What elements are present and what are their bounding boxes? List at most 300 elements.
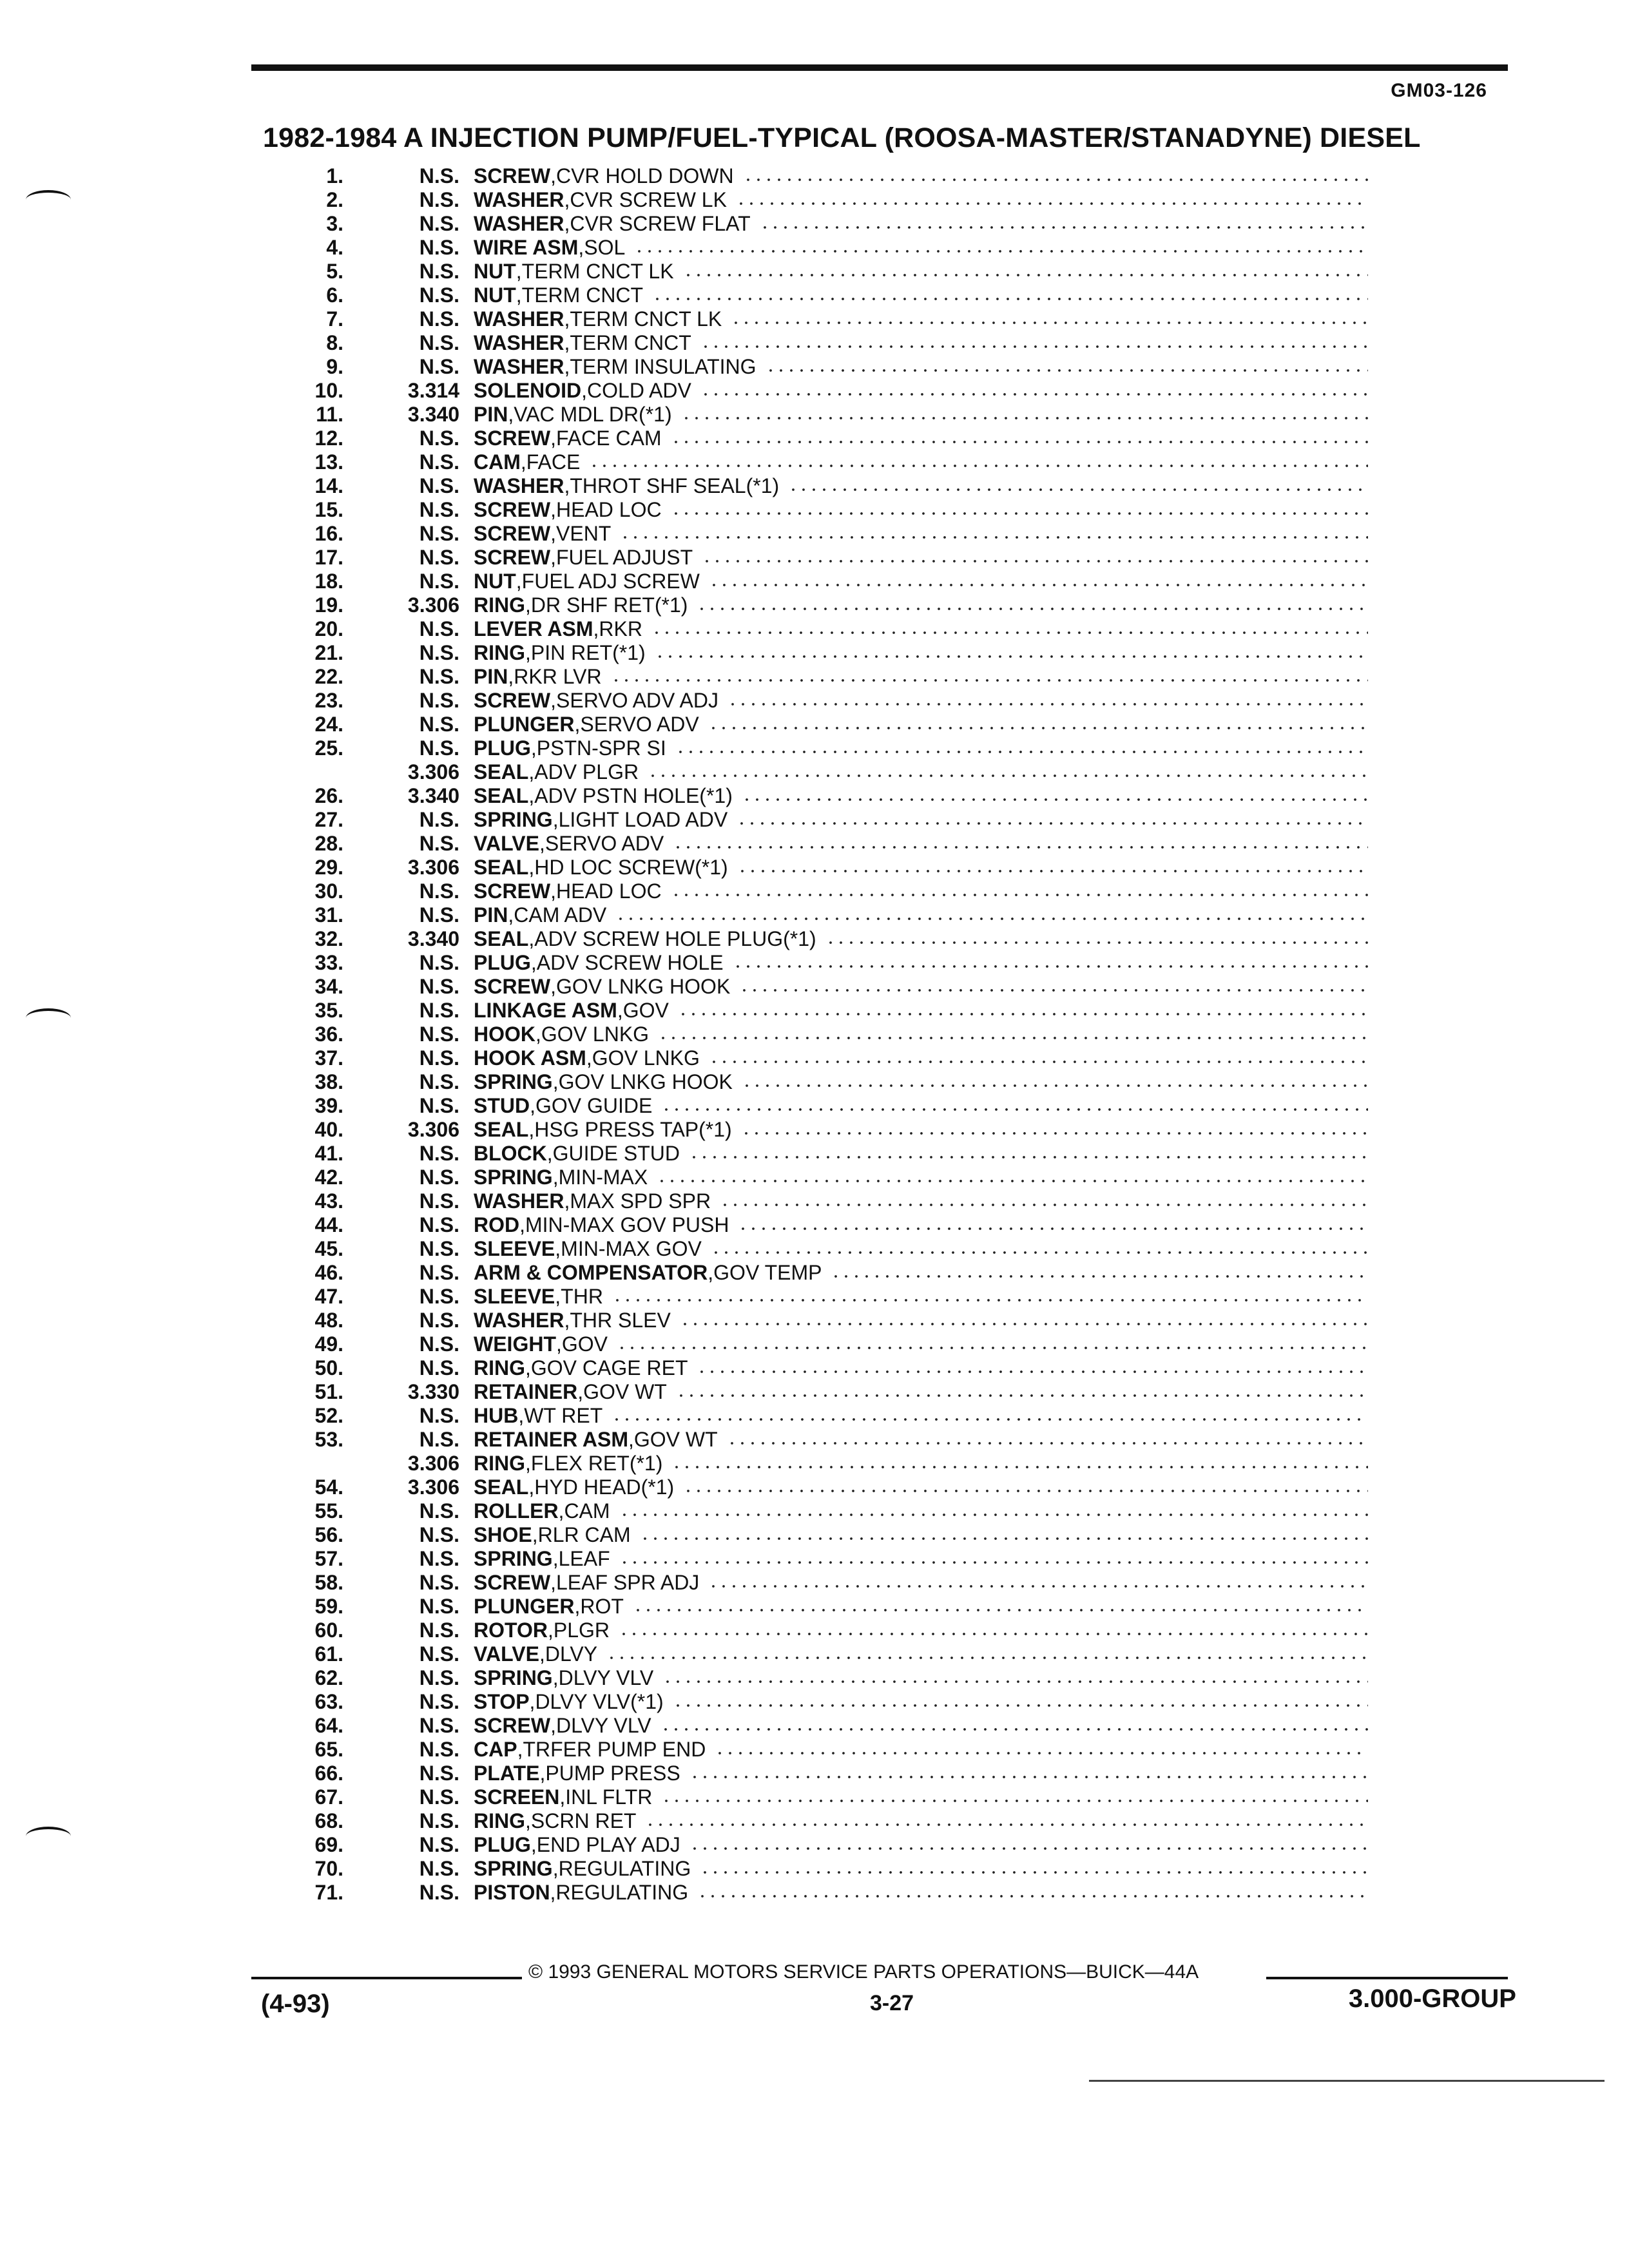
part-description: ,SERVO ADV ADJ	[550, 689, 718, 712]
dot-leader	[611, 679, 1368, 682]
part-description: ,GOV LNKG	[535, 1023, 650, 1046]
part-noun: ARM & COMPENSATOR	[474, 1261, 708, 1284]
part-noun: SPRING	[474, 808, 553, 831]
group-number: N.S.	[419, 665, 459, 688]
item-number: 69.	[314, 1833, 343, 1856]
part-name	[474, 927, 1368, 951]
part-description: ,MIN-MAX GOV	[555, 1237, 702, 1260]
group-number: N.S.	[419, 1166, 459, 1189]
item-number: 36.	[314, 1023, 343, 1046]
dot-leader	[589, 465, 1368, 467]
item-number: 10.	[314, 379, 343, 402]
part-name	[474, 1547, 1368, 1571]
part-name	[474, 1499, 1368, 1523]
item-number: 40.	[314, 1118, 343, 1141]
part-noun: SCREW	[474, 1714, 551, 1737]
item-number: 25.	[314, 736, 343, 760]
part-description: ,GOV WT	[577, 1380, 667, 1403]
dot-leader	[612, 1418, 1368, 1421]
part-name	[474, 951, 1368, 975]
part-row	[0, 1166, 1629, 1189]
part-noun: SCREW	[474, 498, 551, 521]
part-noun: NUT	[474, 570, 516, 593]
part-noun: NUT	[474, 260, 516, 283]
part-description: ,FACE	[520, 450, 581, 474]
group-number: N.S.	[419, 522, 459, 545]
part-description: ,HSG PRESS TAP(*1)	[528, 1118, 732, 1141]
part-noun: LEVER ASM	[474, 617, 593, 640]
part-noun: SOLENOID	[474, 379, 582, 402]
item-number: 68.	[314, 1809, 343, 1832]
part-name	[474, 1762, 1368, 1785]
group-number: N.S.	[419, 1404, 459, 1427]
part-name	[474, 999, 1368, 1023]
part-row	[0, 1642, 1629, 1666]
part-row	[0, 450, 1629, 474]
part-name	[474, 403, 1368, 427]
part-noun: SCREW	[474, 879, 551, 903]
part-row	[0, 975, 1629, 999]
item-number: 66.	[314, 1762, 343, 1785]
part-description: ,CVR HOLD DOWN	[550, 164, 734, 187]
part-noun: WASHER	[474, 1189, 564, 1213]
part-name	[474, 522, 1368, 546]
part-row	[0, 1523, 1629, 1547]
group-number: N.S.	[419, 1261, 459, 1284]
dot-leader	[760, 226, 1368, 229]
part-row	[0, 856, 1629, 879]
group-number: N.S.	[419, 832, 459, 855]
group-number: N.S.	[419, 1285, 459, 1308]
part-name	[474, 570, 1368, 593]
item-number: 20.	[314, 617, 343, 640]
group-number: 3.340	[407, 784, 459, 807]
part-description: ,SERVO ADV	[539, 832, 664, 855]
item-number: 39.	[314, 1094, 343, 1117]
part-description: ,VENT	[550, 522, 612, 545]
item-number: 52.	[314, 1404, 343, 1427]
part-row	[0, 736, 1629, 760]
group-number: N.S.	[419, 1356, 459, 1379]
part-description: ,GOV WT	[628, 1428, 718, 1451]
group-number: N.S.	[419, 1213, 459, 1236]
group-number: 3.314	[407, 379, 459, 402]
part-row	[0, 498, 1629, 522]
part-description: ,TERM CNCT	[564, 331, 691, 354]
group-number: N.S.	[419, 1237, 459, 1260]
part-description: ,HEAD LOC	[550, 879, 662, 903]
dot-leader	[739, 989, 1368, 992]
part-name	[474, 1809, 1368, 1833]
dot-leader	[689, 1156, 1368, 1158]
part-description: ,FUEL ADJUST	[550, 546, 693, 569]
part-name	[474, 474, 1368, 498]
dot-leader	[700, 393, 1368, 396]
group-number: N.S.	[419, 331, 459, 354]
group-number: N.S.	[419, 1785, 459, 1809]
part-noun: CAP	[474, 1738, 517, 1761]
dot-leader	[606, 1657, 1368, 1659]
group-number: N.S.	[419, 474, 459, 497]
part-noun: SLEEVE	[474, 1285, 555, 1308]
part-description: ,MIN-MAX	[552, 1166, 648, 1189]
group-number: N.S.	[419, 236, 459, 259]
part-description: ,LEAF	[552, 1547, 610, 1570]
part-name	[474, 284, 1368, 307]
item-number: 54.	[314, 1475, 343, 1499]
part-noun: SPRING	[474, 1857, 553, 1880]
dot-leader	[715, 1752, 1368, 1754]
item-number: 71.	[314, 1881, 343, 1904]
dot-leader	[709, 584, 1368, 586]
part-name	[474, 1475, 1368, 1499]
part-noun: WASHER	[474, 307, 564, 331]
part-description: ,TERM CNCT LK	[564, 307, 722, 331]
document-code: GM03-126	[1391, 80, 1487, 101]
part-name	[474, 665, 1368, 689]
part-description: ,THR	[555, 1285, 603, 1308]
part-noun: LINKAGE ASM	[474, 999, 617, 1022]
part-row	[0, 1142, 1629, 1166]
part-row	[0, 1404, 1629, 1428]
part-name	[474, 1642, 1368, 1666]
group-number: 3.340	[407, 403, 459, 426]
part-row	[0, 427, 1629, 450]
group-number: N.S.	[419, 1070, 459, 1093]
part-description: ,CAM ADV	[508, 903, 607, 927]
part-row	[0, 1738, 1629, 1762]
part-noun: NUT	[474, 284, 516, 307]
dot-leader	[662, 1680, 1368, 1683]
part-name	[474, 1738, 1368, 1762]
part-row	[0, 665, 1629, 689]
group-number: N.S.	[419, 1094, 459, 1117]
part-name	[474, 1857, 1368, 1881]
part-noun: BLOCK	[474, 1142, 547, 1165]
item-number: 58.	[314, 1571, 343, 1594]
part-noun: SEAL	[474, 760, 529, 783]
group-number: N.S.	[419, 1833, 459, 1856]
dot-leader	[676, 1394, 1368, 1397]
part-noun: PLUNGER	[474, 1595, 575, 1618]
part-description: ,PIN RET(*1)	[525, 641, 646, 664]
item-number: 3.	[326, 212, 343, 235]
group-number: 3.340	[407, 927, 459, 950]
dot-leader	[728, 703, 1368, 706]
group-number: N.S.	[419, 164, 459, 187]
part-name	[474, 784, 1368, 808]
item-number: 50.	[314, 1356, 343, 1379]
dot-leader	[620, 536, 1368, 539]
part-name	[474, 1285, 1368, 1309]
dot-leader	[825, 941, 1368, 944]
item-number: 4.	[326, 236, 343, 259]
dot-leader	[741, 1132, 1368, 1135]
part-name	[474, 1428, 1368, 1452]
part-description: ,REGULATING	[552, 1857, 691, 1880]
part-description: ,MAX SPD SPR	[564, 1189, 711, 1213]
item-number: 13.	[314, 450, 343, 474]
part-name	[474, 1142, 1368, 1166]
part-description: ,HYD HEAD(*1)	[528, 1475, 675, 1499]
part-description: ,FACE CAM	[550, 427, 662, 450]
part-row	[0, 1785, 1629, 1809]
group-number: N.S.	[419, 808, 459, 831]
part-name	[474, 1261, 1368, 1285]
part-row	[0, 1595, 1629, 1619]
part-noun: WASHER	[474, 355, 564, 378]
group-number: 3.330	[407, 1380, 459, 1403]
part-row	[0, 999, 1629, 1023]
group-number: N.S.	[419, 1738, 459, 1761]
group-number: N.S.	[419, 975, 459, 998]
part-description: ,VAC MDL DR(*1)	[508, 403, 672, 426]
dot-leader	[671, 1466, 1368, 1468]
part-noun: SCREW	[474, 689, 551, 712]
part-description: ,SERVO ADV	[574, 713, 699, 736]
part-row	[0, 307, 1629, 331]
part-row	[0, 593, 1629, 617]
item-number: 26.	[314, 784, 343, 807]
part-row	[0, 1571, 1629, 1595]
part-name	[474, 498, 1368, 522]
part-name	[474, 808, 1368, 832]
part-row	[0, 903, 1629, 927]
part-name	[474, 546, 1368, 570]
item-number: 9.	[326, 355, 343, 378]
part-noun: WASHER	[474, 1309, 564, 1332]
part-noun: WASHER	[474, 474, 564, 497]
part-row	[0, 760, 1629, 784]
group-number: N.S.	[419, 1523, 459, 1546]
part-noun: SPRING	[474, 1547, 553, 1570]
group-number: N.S.	[419, 1857, 459, 1880]
group-number: N.S.	[419, 736, 459, 760]
group-label: 3.000-GROUP	[1348, 1984, 1516, 2013]
item-number: 41.	[314, 1142, 343, 1165]
item-number: 18.	[314, 570, 343, 593]
dot-leader	[640, 1537, 1368, 1540]
group-number: N.S.	[419, 427, 459, 450]
binder-hole-mark	[26, 1008, 71, 1028]
part-description: ,ADV PSTN HOLE(*1)	[528, 784, 733, 807]
dot-leader	[737, 822, 1368, 825]
part-name	[474, 164, 1368, 188]
part-row	[0, 260, 1629, 284]
part-description: ,GOV	[555, 1332, 608, 1356]
part-description: ,ROT	[574, 1595, 624, 1618]
part-name	[474, 1523, 1368, 1547]
part-description: ,FUEL ADJ SCREW	[516, 570, 700, 593]
part-noun: SCREW	[474, 427, 551, 450]
part-name	[474, 355, 1368, 379]
part-name	[474, 1571, 1368, 1595]
group-number: 3.306	[407, 856, 459, 879]
binder-hole-mark	[26, 190, 71, 209]
top-rule	[251, 64, 1508, 71]
part-name	[474, 1213, 1368, 1237]
dot-leader	[678, 1013, 1368, 1015]
revision-date: (4-93)	[261, 1990, 330, 2018]
group-number: 3.306	[407, 760, 459, 783]
dot-leader	[689, 1847, 1368, 1850]
part-description: ,RLR CAM	[532, 1523, 631, 1546]
part-description: ,GUIDE STUD	[546, 1142, 680, 1165]
part-description: ,LIGHT LOAD ADV	[552, 808, 728, 831]
group-number: N.S.	[419, 188, 459, 211]
dot-leader	[720, 1204, 1368, 1206]
part-name	[474, 903, 1368, 927]
part-row	[0, 1452, 1629, 1475]
part-row	[0, 546, 1629, 570]
part-noun: ROD	[474, 1213, 520, 1236]
part-name	[474, 975, 1368, 999]
part-noun: VALVE	[474, 1642, 539, 1666]
part-row	[0, 879, 1629, 903]
part-row	[0, 1833, 1629, 1857]
dot-leader	[700, 1871, 1368, 1874]
group-number: N.S.	[419, 1666, 459, 1689]
part-noun: WIRE ASM	[474, 236, 579, 259]
parts-list	[0, 164, 1629, 1905]
item-number: 56.	[314, 1523, 343, 1546]
item-number: 29.	[314, 856, 343, 879]
part-noun: PIN	[474, 665, 508, 688]
dot-leader	[634, 250, 1368, 253]
part-row	[0, 1213, 1629, 1237]
dot-leader	[657, 1180, 1368, 1182]
item-number: 35.	[314, 999, 343, 1022]
item-number: 14.	[314, 474, 343, 497]
dot-leader	[633, 1609, 1368, 1611]
part-noun: PISTON	[474, 1881, 550, 1904]
dot-leader	[743, 178, 1368, 181]
group-number: N.S.	[419, 689, 459, 712]
part-name	[474, 1023, 1368, 1046]
part-noun: SHOE	[474, 1523, 532, 1546]
part-row	[0, 212, 1629, 236]
part-row	[0, 1475, 1629, 1499]
part-name	[474, 188, 1368, 212]
part-noun: RETAINER	[474, 1380, 578, 1403]
part-name	[474, 1118, 1368, 1142]
part-description: ,MIN-MAX GOV PUSH	[519, 1213, 729, 1236]
part-noun: SPRING	[474, 1666, 553, 1689]
part-description: ,THROT SHF SEAL(*1)	[564, 474, 780, 497]
dot-leader	[697, 1895, 1368, 1898]
group-number: N.S.	[419, 713, 459, 736]
part-name	[474, 1070, 1368, 1094]
page-title: 1982-1984 A INJECTION PUMP/FUEL-TYPICAL (ROOSA-MASTER/STANADYNE) DIESEL	[263, 122, 1421, 153]
part-description: ,LEAF SPR ADJ	[550, 1571, 700, 1594]
part-noun: STOP	[474, 1690, 530, 1713]
group-number: N.S.	[419, 1809, 459, 1832]
dot-leader	[619, 1561, 1368, 1564]
part-description: ,DLVY	[539, 1642, 598, 1666]
part-noun: PLUG	[474, 736, 531, 760]
part-noun: SCREEN	[474, 1785, 560, 1809]
part-description: ,REGULATING	[550, 1881, 689, 1904]
part-row	[0, 1046, 1629, 1070]
group-number: N.S.	[419, 498, 459, 521]
part-description: ,ADV SCREW HOLE	[530, 951, 724, 974]
part-noun: RETAINER ASM	[474, 1428, 628, 1451]
scan-artifact-rule	[1089, 2080, 1605, 2082]
item-number: 16.	[314, 522, 343, 545]
item-number: 11.	[316, 403, 343, 426]
part-name	[474, 379, 1368, 403]
part-row	[0, 617, 1629, 641]
item-number: 59.	[314, 1595, 343, 1618]
part-noun: RING	[474, 1356, 525, 1379]
part-noun: SPRING	[474, 1166, 553, 1189]
group-number: N.S.	[419, 903, 459, 927]
part-row	[0, 1285, 1629, 1309]
item-number: 47.	[314, 1285, 343, 1308]
part-noun: PIN	[474, 403, 508, 426]
group-number: N.S.	[419, 999, 459, 1022]
item-number: 63.	[314, 1690, 343, 1713]
item-number: 7.	[326, 307, 343, 331]
item-number: 46.	[314, 1261, 343, 1284]
group-number: N.S.	[419, 1571, 459, 1594]
part-name	[474, 1380, 1368, 1404]
part-description: ,TERM INSULATING	[564, 355, 757, 378]
item-number: 33.	[314, 951, 343, 974]
item-number: 61.	[314, 1642, 343, 1666]
part-row	[0, 1356, 1629, 1380]
group-number: N.S.	[419, 1547, 459, 1570]
item-number: 27.	[314, 808, 343, 831]
part-row	[0, 570, 1629, 593]
item-number: 53.	[314, 1428, 343, 1451]
part-description: ,SCRN RET	[525, 1809, 637, 1832]
part-row	[0, 689, 1629, 713]
part-name	[474, 307, 1368, 331]
part-row	[0, 1666, 1629, 1690]
part-name	[474, 1452, 1368, 1475]
part-row	[0, 1332, 1629, 1356]
dot-leader	[733, 965, 1368, 968]
part-description: ,DLVY VLV	[550, 1714, 651, 1737]
dot-leader	[697, 1370, 1368, 1373]
part-noun: SEAL	[474, 856, 529, 879]
item-number: 8.	[326, 331, 343, 354]
item-number: 45.	[314, 1237, 343, 1260]
part-description: ,PSTN-SPR SI	[530, 736, 666, 760]
item-number: 2.	[326, 188, 343, 211]
group-number: N.S.	[419, 641, 459, 664]
part-noun: VALVE	[474, 832, 539, 855]
dot-leader	[731, 322, 1368, 324]
part-name	[474, 713, 1368, 736]
group-number: N.S.	[419, 879, 459, 903]
item-number: 64.	[314, 1714, 343, 1737]
group-number: N.S.	[419, 1046, 459, 1070]
footer-rule-right	[1266, 1977, 1508, 1979]
part-noun: RING	[474, 593, 525, 617]
part-name	[474, 1166, 1368, 1189]
dot-leader	[689, 1776, 1368, 1778]
part-name	[474, 1881, 1368, 1905]
part-noun: SCREW	[474, 975, 551, 998]
part-description: ,ADV SCREW HOLE PLUG(*1)	[528, 927, 816, 950]
part-row	[0, 1309, 1629, 1332]
group-number: N.S.	[419, 1142, 459, 1165]
dot-leader	[702, 560, 1368, 562]
part-description: ,TERM CNCT	[516, 284, 644, 307]
item-number: 49.	[314, 1332, 343, 1356]
